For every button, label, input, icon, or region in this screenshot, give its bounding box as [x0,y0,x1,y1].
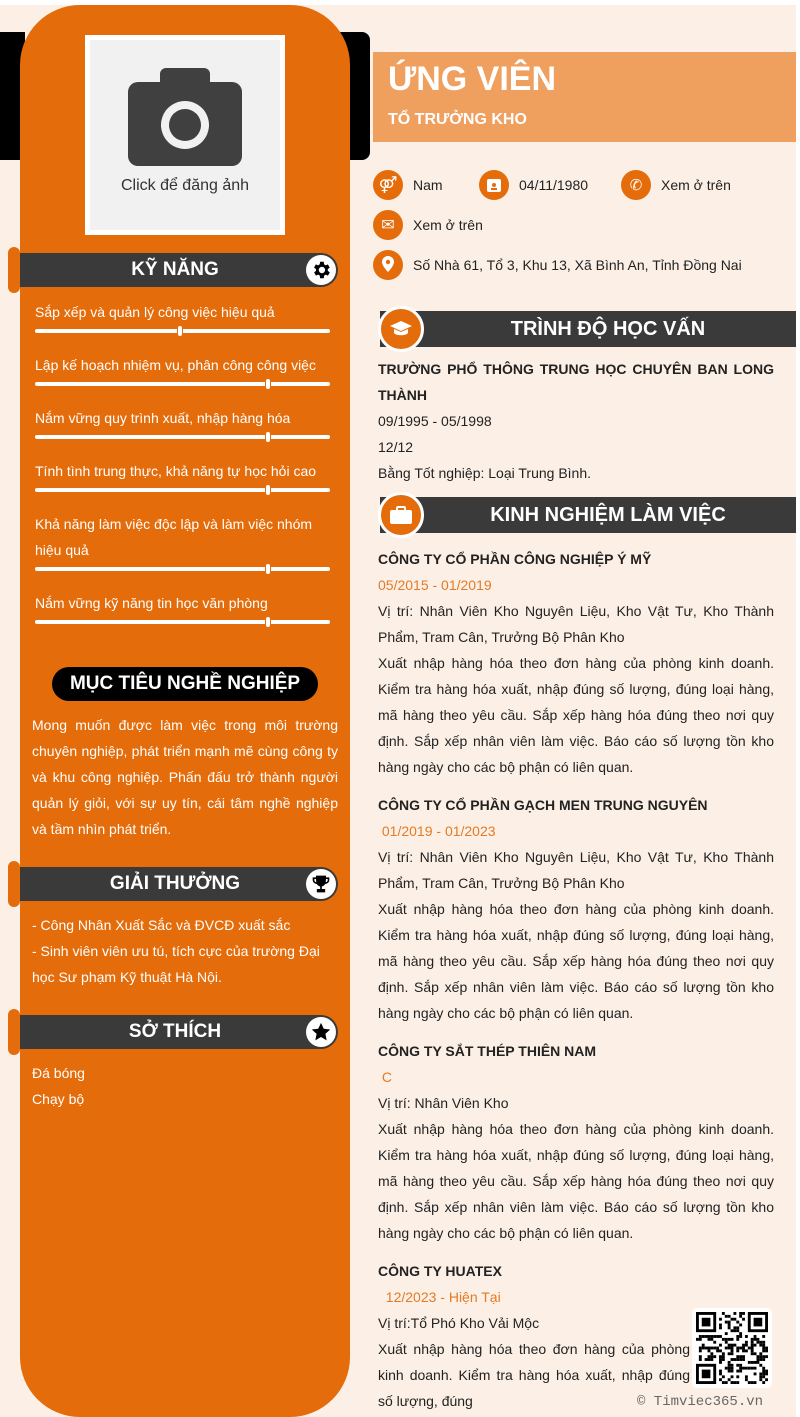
job-entry [378,792,774,1026]
education-period: 09/1995 - 05/1998 [378,413,492,429]
candidate-name: ỨNG VIÊN [388,60,557,98]
objective-heading: MỤC TIÊU NGHỀ NGHIỆP [52,667,318,701]
skill-label: Nắm vững quy trình xuất, nhập hàng hóa [35,410,291,426]
job-entry [378,546,774,780]
skill-label: Nắm vững kỹ năng tin học văn phòng [35,595,268,611]
skills-heading: KỸ NĂNG [12,253,338,287]
job-position: Vị trí: Nhân Viên Kho Nguyên Liệu, Kho Vật Tư, Kho Thành Phẩm, Tram Cân, Trưởng Bộ Phân Kho [378,603,774,645]
skill-item [35,590,330,624]
skill-item [35,458,330,492]
photo-caption: Click để đăng ảnh [120,177,250,194]
company-name: CÔNG TY CỔ PHẦN GẠCH MEN TRUNG NGUYÊN [378,797,708,813]
skill-label: Khả năng làm việc độc lập và làm việc nhóm hiệu quả [35,516,313,558]
job-period: C [378,1069,392,1085]
star-icon [306,1017,336,1047]
job-entry [378,1038,774,1246]
job-period: 12/2023 - Hiện Tại [378,1289,501,1305]
education-entry [378,356,774,486]
job-description: Xuất nhập hàng hóa theo đơn hàng của phòng kinh doanh. Kiểm tra hàng hóa xuất, nhập đúng số lượng, đúng loại hàng, mã hàng theo yêu cầu. Sắp xếp hàng hóa đúng theo nơi quy định. Sắp xếp nhân viên làm việc. Báo cáo số lượng tồn kho hàng ngày cho các bộ phận có liên quan. [378,1121,774,1241]
hobby-item: Đá bóng [32,1065,85,1081]
calendar-icon [479,170,509,200]
award-item: - Sinh viên viên ưu tú, tích cực của trường Đại học Sư phạm Kỹ thuật Hà Nội. [32,943,320,985]
contact-address: Số Nhà 61, Tổ 3, Khu 13, Xã Bình An, Tỉnh Đồng Nai [373,250,742,280]
mail-icon: ✉ [373,210,403,240]
job-description: Xuất nhập hàng hóa theo đơn hàng của phòng kinh doanh. Kiểm tra hàng hóa xuất, nhập đúng số lượng, đúng [378,1341,690,1409]
contact-email: ✉ Xem ở trên [373,210,483,240]
skill-label: Lập kế hoạch nhiệm vụ, phân công công việc [35,357,316,373]
skill-slider[interactable] [35,488,330,492]
qr-code[interactable] [692,1308,772,1388]
hobbies-list [32,1060,338,1112]
skill-item [35,511,330,571]
trophy-icon [306,869,336,899]
skill-item [35,405,330,439]
skill-label: Tính tình trung thực, khả năng tự học hỏi cao [35,463,317,479]
skill-label: Sắp xếp và quản lý công việc hiệu quả [35,304,275,320]
job-position: Vị trí:Tổ Phó Kho Vải Mộc [378,1315,540,1331]
hobbies-heading: SỞ THÍCH [12,1015,338,1049]
job-position: Vị trí: Nhân Viên Kho [378,1095,509,1111]
gender-icon: ⚤ [373,170,403,200]
slider-handle[interactable] [265,431,271,443]
education-heading: TRÌNH ĐỘ HỌC VẤN [380,311,796,347]
header-box [373,52,796,142]
education-degree: Bằng Tốt nghiệp: Loại Trung Bình. [378,465,592,481]
briefcase-icon [378,492,424,538]
skill-item [35,352,330,386]
skill-slider[interactable] [35,435,330,439]
job-period: 01/2019 - 01/2023 [378,823,496,839]
skill-slider[interactable] [35,329,330,333]
skill-slider[interactable] [35,382,330,386]
skill-item [35,299,330,333]
candidate-title: TỔ TRƯỞNG KHO [388,111,527,128]
company-name: CÔNG TY SẮT THÉP THIÊN NAM [378,1043,597,1059]
gear-icon [306,255,336,285]
job-description: Xuất nhập hàng hóa theo đơn hàng của phòng kinh doanh. Kiểm tra hàng hóa xuất, nhập đúng số lượng, đúng loại hàng, mã hàng theo yêu cầu. Sắp xếp hàng hóa đúng theo nơi quy định. Sắp xếp nhân viên làm việc. Báo cáo số lượng tồn kho hàng ngày cho các bộ phận có liên quan. [378,901,774,1021]
awards-heading: GIẢI THƯỞNG [12,867,338,901]
slider-handle[interactable] [265,563,271,575]
photo-upload[interactable] [85,35,285,235]
job-position: Vị trí: Nhân Viên Kho Nguyên Liệu, Kho Vật Tư, Kho Thành Phẩm, Tram Cân, Trưởng Bộ Phân Kho [378,849,774,891]
awards-list [32,912,338,990]
company-name: CÔNG TY HUATEX [378,1263,502,1279]
award-item: - Công Nhân Xuất Sắc và ĐVCĐ xuất sắc [32,917,291,933]
slider-handle[interactable] [265,378,271,390]
school-name: TRƯỜNG PHỔ THÔNG TRUNG HỌC CHUYÊN BAN LONG THÀNH [378,361,774,403]
location-icon [373,250,403,280]
camera-icon [128,68,242,166]
job-description: Xuất nhập hàng hóa theo đơn hàng của phòng kinh doanh. Kiểm tra hàng hóa xuất, nhập đúng số lượng, đúng loại hàng, mã hàng theo yêu cầu. Sắp xếp hàng hóa đúng theo nơi quy định. Sắp xếp nhân viên làm việc. Báo cáo số lượng tồn kho hàng ngày cho các bộ phận có liên quan. [378,655,774,775]
contact-phone: ✆ Xem ở trên [621,170,731,200]
hobby-item: Chạy bộ [32,1091,85,1107]
phone-icon: ✆ [621,170,651,200]
experience-heading: KINH NGHIỆM LÀM VIỆC [380,497,796,533]
skill-slider[interactable] [35,567,330,571]
slider-handle[interactable] [265,484,271,496]
contact-birthday: 04/11/1980 [479,170,588,200]
job-entry [378,1258,690,1409]
education-grade: 12/12 [378,439,414,455]
slider-handle[interactable] [265,616,271,628]
contact-gender: ⚤ Nam [373,170,443,200]
copyright: © Timviec365.vn [637,1394,764,1410]
slider-handle[interactable] [177,325,183,337]
company-name: CÔNG TY CỔ PHẦN CÔNG NGHIỆP Ý MỸ [378,551,652,567]
job-period: 05/2015 - 01/2019 [378,577,492,593]
objective-text: Mong muốn được làm việc trong môi trường chuyên nghiệp, phát triển mạnh mẽ cùng công ty và khu công nghiệp. Phấn đấu trở thành người quản lý giỏi, với sự uy tín, cái tâm nghề nghiệp và tầm nhìn phát triển. [32,717,338,837]
graduation-cap-icon [378,306,424,352]
cv-page [0,5,796,1417]
left-sidebar [20,5,350,1417]
skill-slider[interactable] [35,620,330,624]
